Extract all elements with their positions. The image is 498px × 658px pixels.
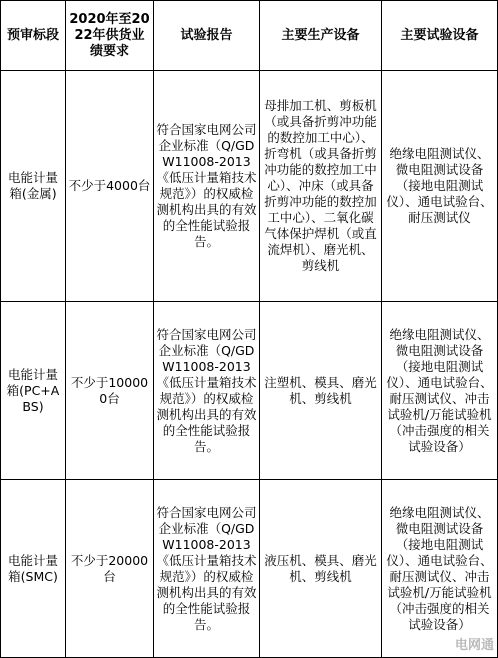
table-row (1, 71, 498, 302)
cell-production: 母排加工机、剪板机（或具备折剪冲功能的数控加工中心）、折弯机（或具备折剪冲功能的数控加工中心）、冲床（或具备折剪冲功能的数控加工中心）、二氧化碳气体保护焊机（或直流焊机）、磨光机、剪线机 (260, 71, 382, 302)
table-row (1, 302, 498, 480)
header-row (1, 1, 498, 71)
header-report: 试验报告 (154, 1, 260, 71)
header-testing-equipment: 主要试验设备 (382, 1, 498, 71)
cell-production: 液压机、模具、磨光机、剪线机 (260, 480, 382, 658)
header-package: 预审标段 (1, 1, 66, 71)
cell-requirement: 不少于20000台 (66, 480, 154, 658)
cell-package: 电能计量箱(SMC) (1, 480, 66, 658)
cell-testing: 绝缘电阻测试仪、微电阻测试设备（接地电阻测试仪）、通电试验台、耐压测试仪、冲击试验机/万能试验机（冲击强度的相关试验设备） (382, 480, 498, 658)
cell-requirement: 不少于100000台 (66, 302, 154, 480)
cell-testing: 绝缘电阻测试仪、微电阻测试设备（接地电阻测试仪）、通电试验台、耐压测试仪、冲击试验机/万能试验机（冲击强度的相关试验设备） (382, 302, 498, 480)
cell-testing: 绝缘电阻测试仪、微电阻测试设备（接地电阻测试仪）、通电试验台、耐压测试仪 (382, 71, 498, 302)
watermark: 电网通 (454, 638, 494, 653)
cell-package: 电能计量箱(PC+ABS) (1, 302, 66, 480)
cell-report: 符合国家电网公司企业标准（Q/GDW11008-2013《低压计量箱技术规范》）的权威检测机构出具的有效的全性能试验报告。 (154, 71, 260, 302)
cell-requirement: 不少于4000台 (66, 71, 154, 302)
cell-report: 符合国家电网公司企业标准（Q/GDW11008-2013《低压计量箱技术规范》）的权威检测机构出具的有效的全性能试验报告。 (154, 480, 260, 658)
header-production-equipment: 主要生产设备 (260, 1, 382, 71)
cell-report: 符合国家电网公司企业标准（Q/GDW11008-2013《低压计量箱技术规范》）的权威检测机构出具的有效的全性能试验报告。 (154, 302, 260, 480)
table-row (1, 480, 498, 658)
cell-package: 电能计量箱(金属) (1, 71, 66, 302)
cell-production: 注塑机、模具、磨光机、剪线机 (260, 302, 382, 480)
header-requirement: 2020年至2022年供货业绩要求 (66, 1, 154, 71)
